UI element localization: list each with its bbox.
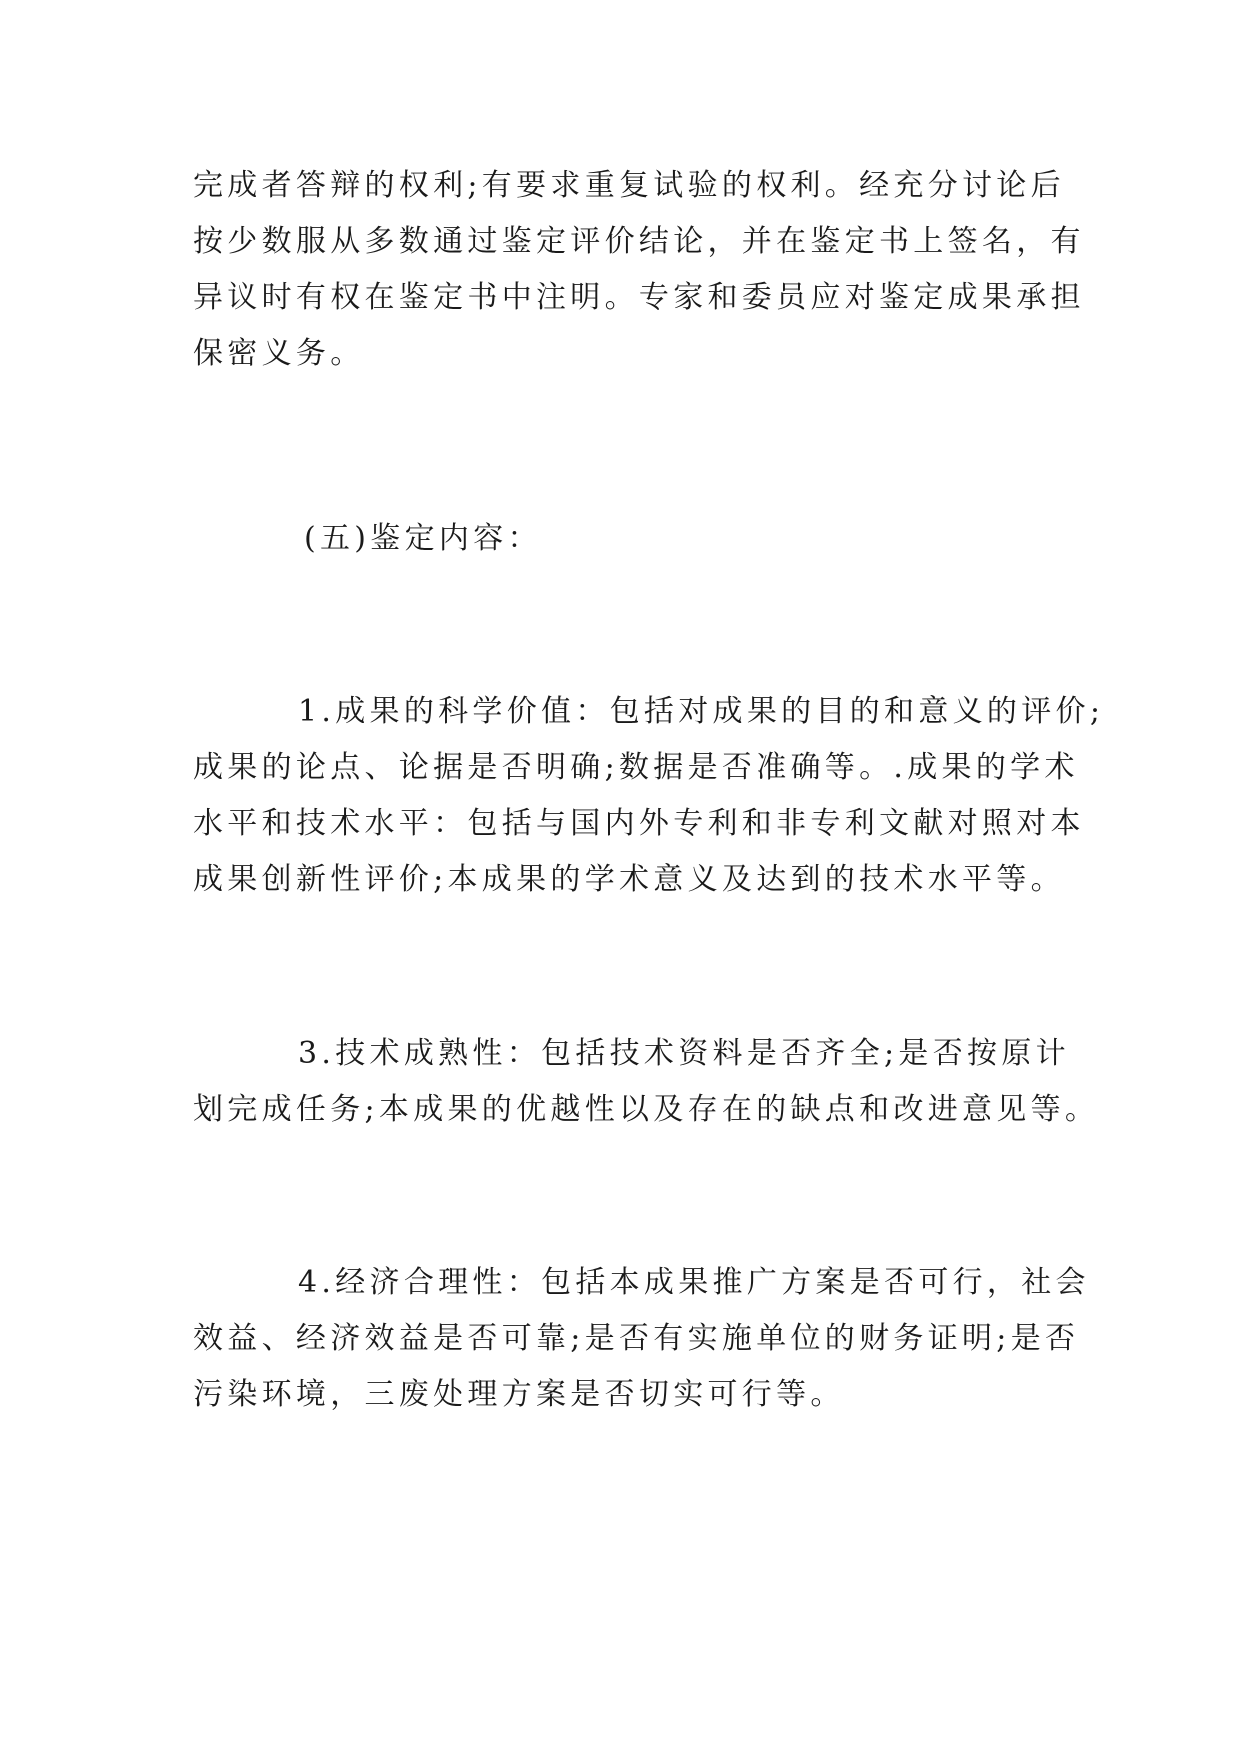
text-line: 水平和技术水平：包括与国内外专利和非专利文献对照对本 (193, 806, 1085, 841)
text-line: 3.技术成熟性：包括技术资料是否齐全;是否按原计 (298, 1036, 1070, 1071)
text-line: 1.成果的科学价值：包括对成果的目的和意义的评价; (298, 694, 1105, 729)
text-line: 保密义务。 (193, 336, 365, 371)
text-line: 异议时有权在鉴定书中注明。专家和委员应对鉴定成果承担 (193, 280, 1085, 315)
text-line: 成果的论点、论据是否明确;数据是否准确等。.成果的学术 (193, 750, 1079, 785)
text-line: 按少数服从多数通过鉴定评价结论，并在鉴定书上签名，有 (193, 224, 1085, 259)
text-line: 成果创新性评价;本成果的学术意义及达到的技术水平等。 (193, 862, 1065, 897)
heading-text: (五)鉴定内容： (304, 521, 542, 556)
text-line: 污染环境，三废处理方案是否切实可行等。 (193, 1377, 845, 1412)
text-line: 4.经济合理性：包括本成果推广方案是否可行，社会 (298, 1265, 1090, 1300)
text-line: 效益、经济效益是否可靠;是否有实施单位的财务证明;是否 (193, 1321, 1080, 1356)
text-line: 完成者答辩的权利;有要求重复试验的权利。经充分讨论后 (193, 168, 1065, 203)
text-line: 划完成任务;本成果的优越性以及存在的缺点和改进意见等。 (193, 1092, 1100, 1127)
